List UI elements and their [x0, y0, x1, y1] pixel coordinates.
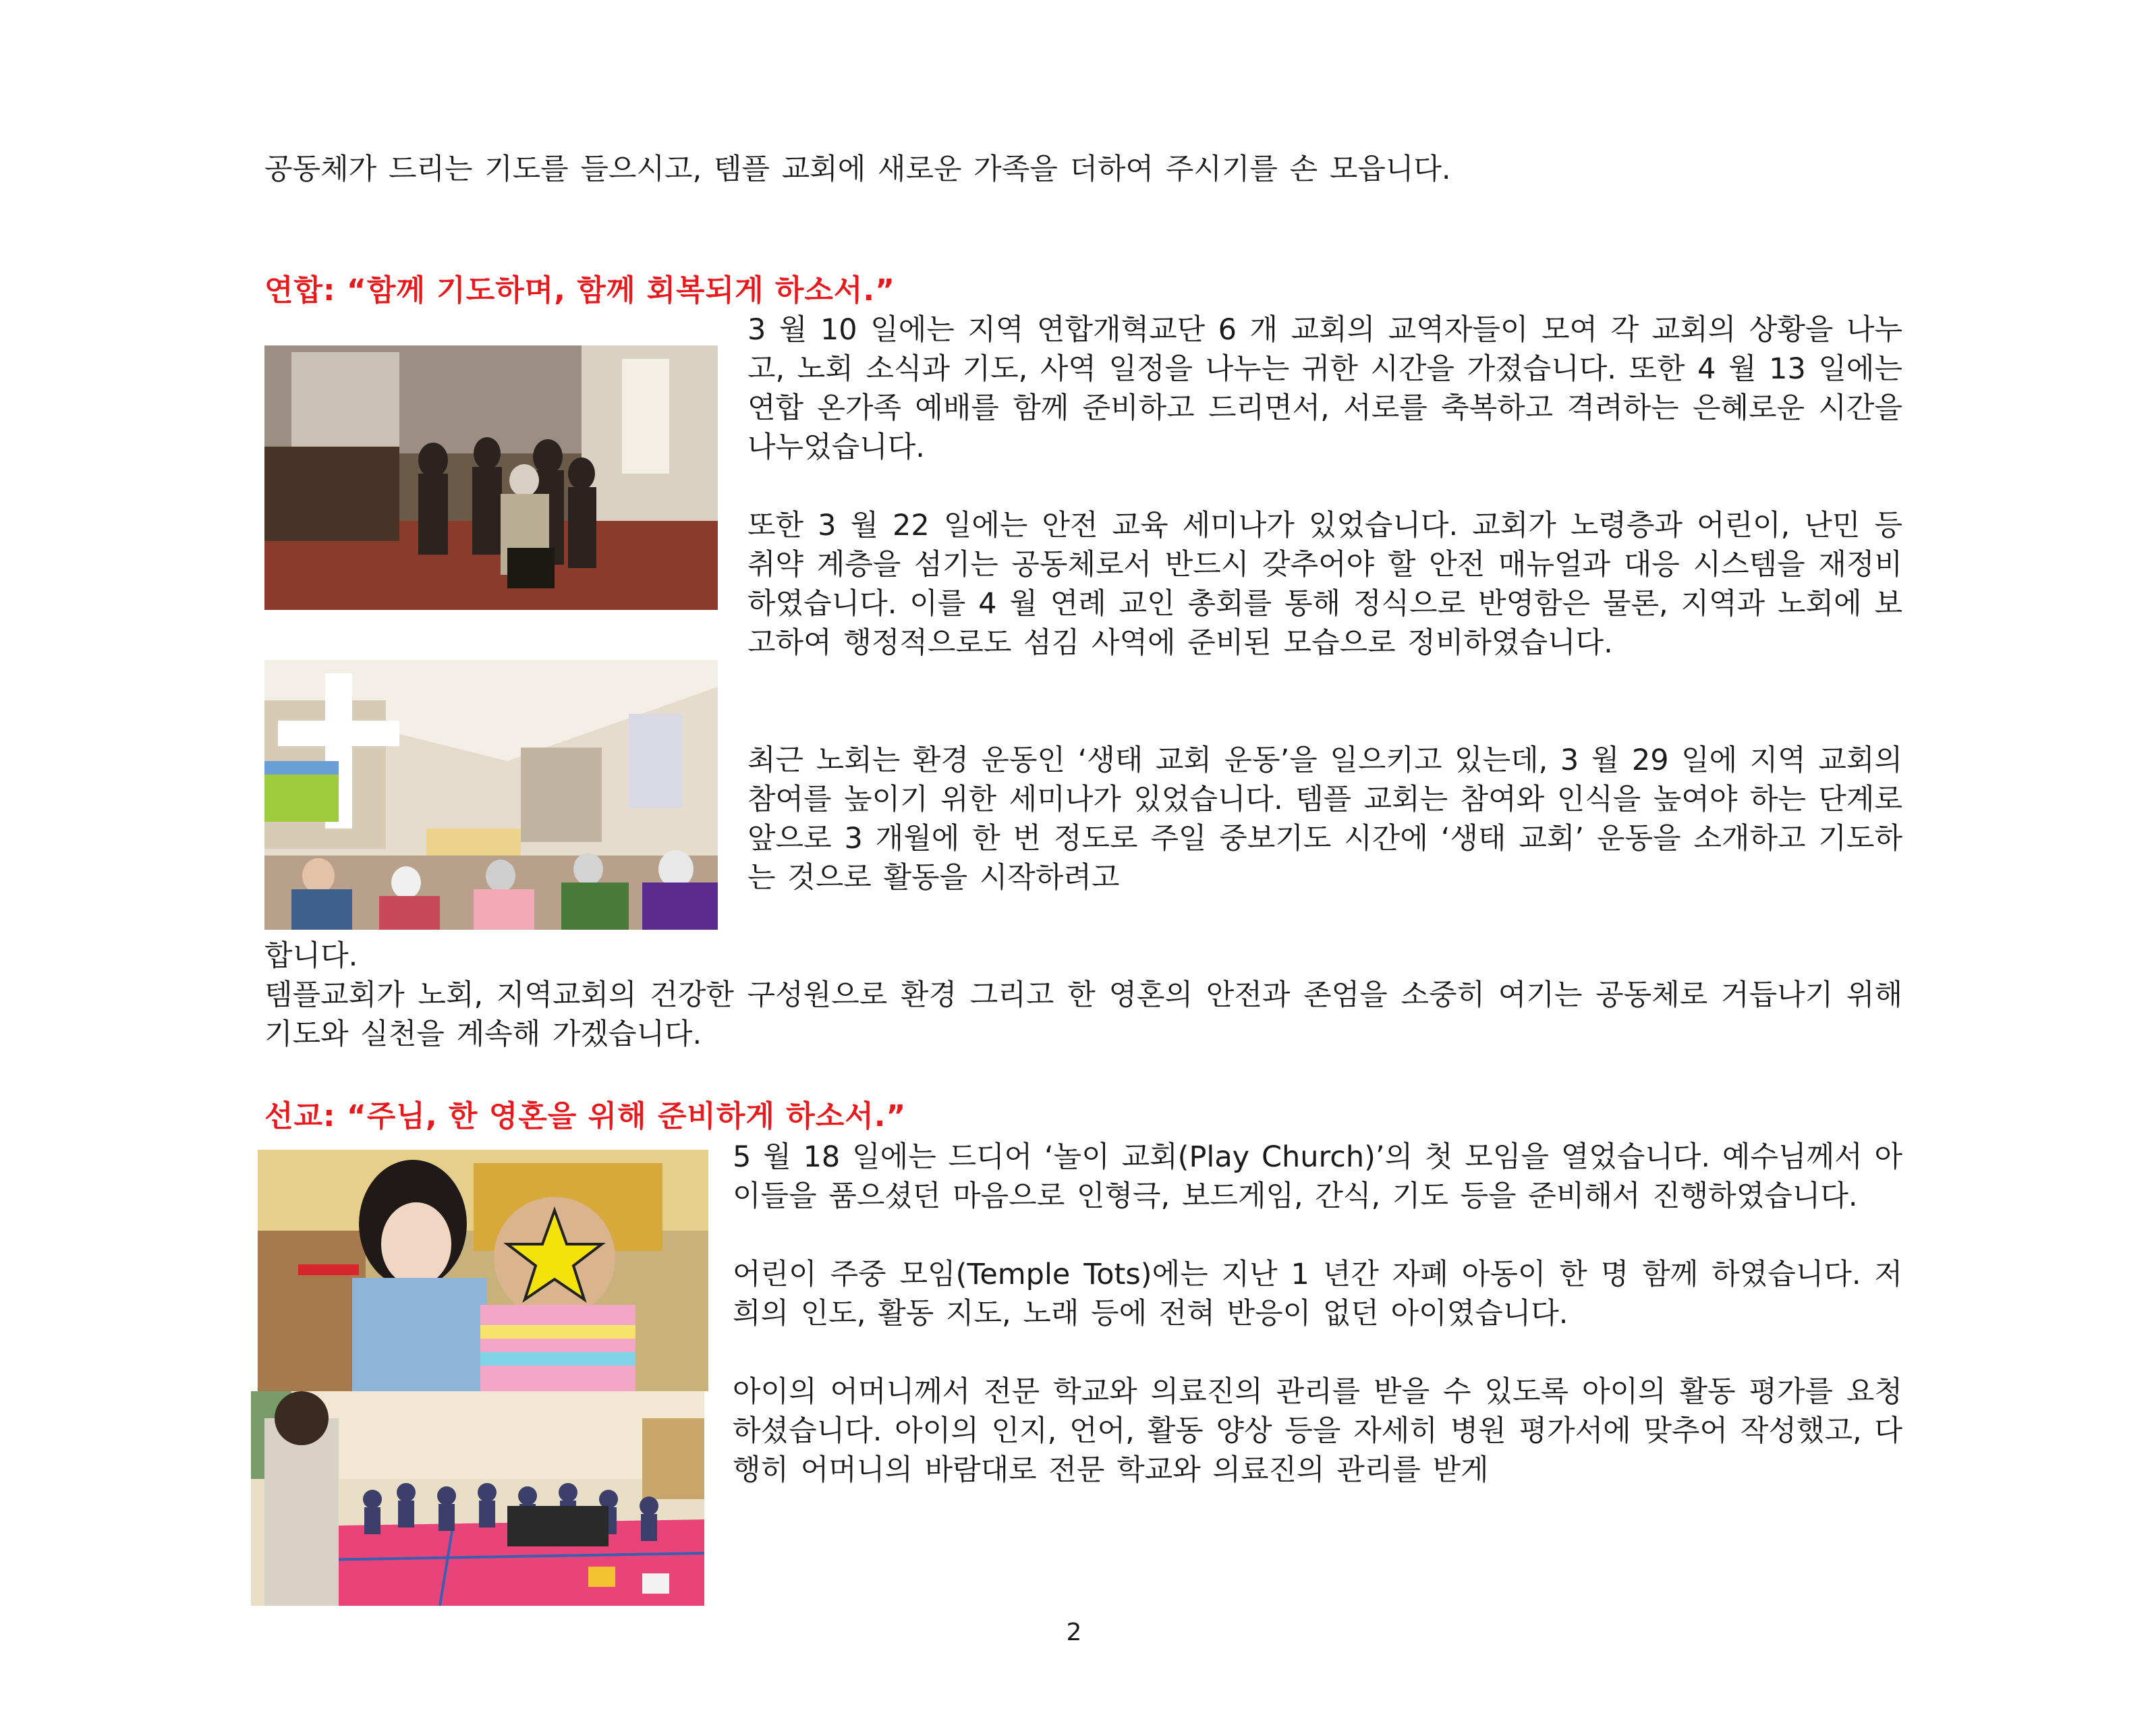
unity-paragraph-safety: 또한 3 월 22 일에는 안전 교육 세미나가 있었습니다. 교회가 노령층과 어린이, 난민 등 취약 계층을 섬기는 공동체로서 반드시 갖추어야 할 안전 매뉴얼과 대응 시스템을 재정비하였습니다. 이를 4 월 연례 교인 총회를 통해 정식으로 반영함은 물론, 지역과 노회에 보고하여 행정적으로도 섬김 사역에 준비된 모습으로 정비하였습니다.: [747, 509, 1902, 660]
photo-church-gathering: [264, 345, 718, 610]
page-number: 2: [1066, 1619, 1082, 1646]
unity-paragraph-meeting: 3 월 10 일에는 지역 연합개혁교단 6 개 교회의 교역자들이 모여 각 교회의 상황을 나누고, 노회 소식과 기도, 사역 일정을 나누는 귀한 시간을 가졌습니다. 또한 4 월 13 일에는 연합 온가족 예배를 함께 준비하고 드리면서, 서로를 축복하고 격려하는 은혜로운 시간을 나누었습니다.: [747, 313, 1902, 464]
photo-woman-with-child: [258, 1150, 708, 1391]
mission-paragraph-assessment: 아이의 어머니께서 전문 학교와 의료진의 관리를 받을 수 있도록 아이의 활동 평가를 요청하셨습니다. 아이의 인지, 언어, 활동 양상 등을 자세히 병원 평가서에 맞추어 작성했고, 다행히 어머니의 바람대로 전문 학교와 의료진의 관리를 받게: [733, 1375, 1902, 1487]
mission-paragraph-temple-tots: 어린이 주중 모임(Temple Tots)에는 지난 1 년간 자폐 아동이 한 명 함께 하였습니다. 저희의 인도, 활동 지도, 노래 등에 전혀 반응이 없던 아이였습니다.: [733, 1258, 1902, 1331]
photo-church-worship-cross: [264, 660, 718, 930]
unity-paragraph-closing: 템플교회가 노회, 지역교회의 건강한 구성원으로 환경 그리고 한 영혼의 안전과 존엄을 소중히 여기는 공동체로 거듭나기 위해 기도와 실천을 계속해 가겠습니다.: [264, 978, 1902, 1051]
section-heading-unity: 연합: “함께 기도하며, 함께 회복되게 하소서.”: [264, 273, 896, 308]
section-heading-mission: 선교: “주님, 한 영혼을 위해 준비하게 하소서.”: [264, 1099, 907, 1133]
intro-paragraph: 공동체가 드리는 기도를 들으시고, 템플 교회에 새로운 가족을 더하여 주시기를 손 모읍니다.: [264, 152, 1451, 186]
unity-paragraph-eco-church: 최근 노회는 환경 운동인 ‘생태 교회 운동’을 일으키고 있는데, 3 월 29 일에 지역 교회의 참여를 높이기 위한 세미나가 있었습니다. 템플 교회는 참여와 인식을 높여야 하는 단계로 앞으로 3 개월에 한 번 정도로 주일 중보기도 시간에 ‘생태 교회’ 운동을 소개하고 기도하는 것으로 활동을 시작하려고: [747, 744, 1902, 895]
mission-paragraph-play-church: 5 월 18 일에는 드디어 ‘놀이 교회(Play Church)’의 첫 모임을 열었습니다. 예수님께서 아이들을 품으셨던 마음으로 인형극, 보드게임, 간식, 기도 등을 준비해서 진행하였습니다.: [733, 1140, 1902, 1213]
photo-play-church-children: [251, 1391, 704, 1606]
unity-paragraph-eco-church-end: 합니다.: [264, 939, 358, 973]
